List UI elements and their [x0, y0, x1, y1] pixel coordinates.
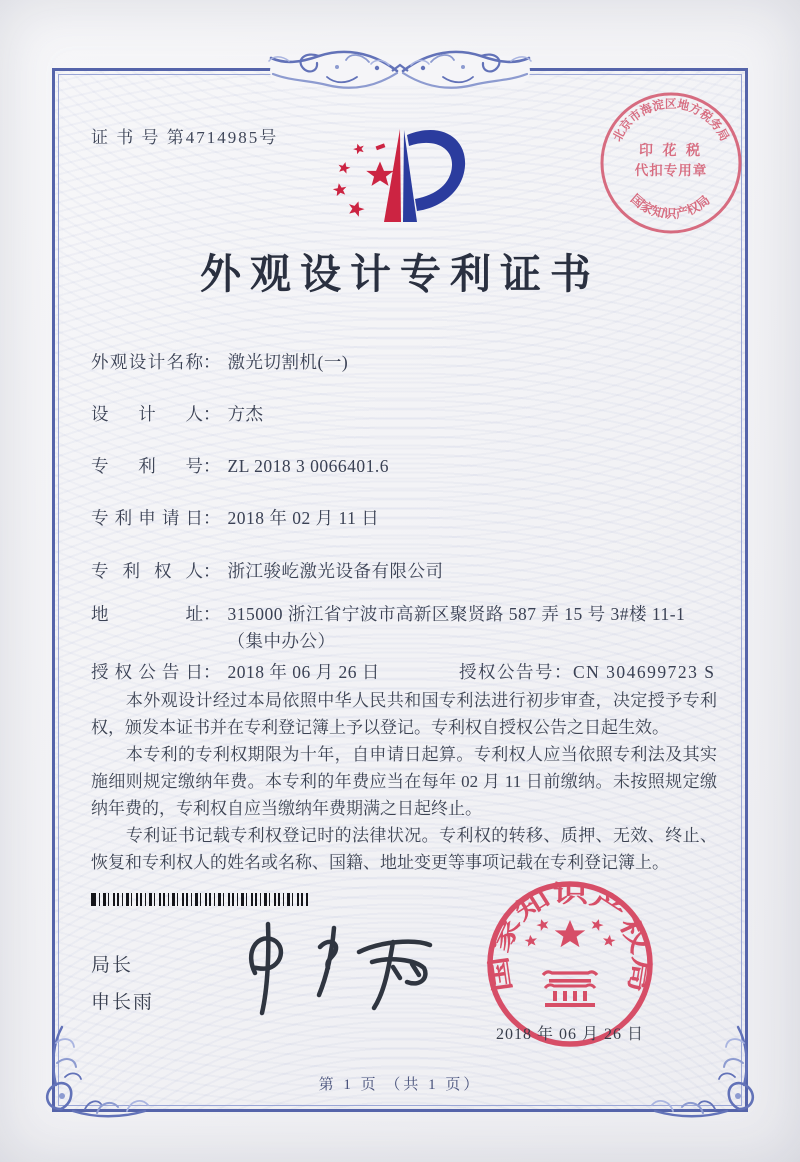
field-patent-number: [91, 453, 723, 480]
seal-national-emblem: [524, 917, 616, 1007]
tax-stamp-top-arc-text: 北京市海淀区地方税务局: [610, 96, 732, 144]
field-value: 方杰: [227, 404, 264, 424]
field-address: [91, 601, 723, 655]
certificate-number: 证 书 号 第4714985号: [91, 128, 279, 147]
decorative-frame: [52, 68, 748, 1112]
seal-arc-text: 国家知识产权局: [487, 881, 654, 994]
signer-block: [91, 947, 154, 1021]
field-colon: ：: [203, 508, 221, 528]
tax-stamp-line1: 印 花 税: [639, 144, 703, 159]
field-colon: ：: [203, 456, 221, 476]
field-colon: ：: [203, 404, 221, 424]
svg-text:北京市海淀区地方税务局: [610, 96, 732, 144]
seal-date: 2018 年 06 月 26 日: [495, 1026, 644, 1043]
logo-small-star: [332, 182, 348, 197]
tax-stamp-line2: 代扣专用章: [634, 163, 708, 178]
grant-date-value: 2018 年 06 月 26 日: [227, 662, 380, 682]
corner-flourish-ornament: [41, 1021, 169, 1123]
field-label: 地址: [91, 604, 203, 624]
page-title: 外观设计专利证书: [200, 251, 600, 297]
field-filing-date: [91, 505, 723, 532]
paragraph-3: 专利证书记载专利权登记时的法律状况。专利权的转移、质押、无效、终止、恢复和专利权人的姓名或名称、国籍、地址变更等事项记载在专利登记簿上。: [91, 826, 717, 872]
svg-text:国家知识产权局: [628, 192, 713, 221]
field-value: 浙江骏屹激光设备有限公司: [227, 561, 444, 581]
tax-stamp-bottom-arc-text: 国家知识产权局: [627, 191, 713, 222]
field-grant: [91, 659, 723, 686]
field-value: 激光切割机(一): [227, 352, 349, 372]
logo-small-star: [346, 199, 366, 218]
field-colon: ：: [203, 352, 221, 372]
logo-small-star: [352, 142, 366, 155]
field-colon: ：: [554, 662, 573, 682]
grant-number-label: 授权公告号: [459, 662, 554, 682]
logo-big-star: [366, 162, 394, 186]
top-flourish-ornament: [264, 40, 536, 100]
grant-number-value: CN 304699723 S: [573, 662, 716, 682]
paragraph-1: 本外观设计经过本局依照中华人民共和国专利法进行初步审查，决定授予专利权，颁发本证书并在专利登记簿上予以登记。专利权自授权公告之日起生效。: [91, 691, 717, 737]
field-colon: ：: [203, 604, 221, 624]
field-patentee: [91, 558, 723, 585]
page-number: 第 1 页 （共 1 页）: [318, 1077, 482, 1093]
cnipa-logo: [327, 113, 477, 237]
field-value: 2018 年 02 月 11 日: [227, 508, 380, 528]
field-label: 外观设计名称: [91, 352, 203, 372]
field-label: 设计人: [91, 404, 203, 424]
field-label: 专利权人: [91, 561, 203, 581]
logo-p-bowl: [407, 130, 465, 211]
field-colon: ：: [203, 662, 221, 682]
handwritten-signature: [223, 911, 463, 1026]
logo-accent-dash: [376, 143, 386, 150]
field-label: 专利号: [91, 456, 203, 476]
legal-text: [91, 687, 717, 876]
tax-stamp-seal: [595, 87, 747, 239]
logo-small-star: [337, 161, 352, 174]
field-label: 专利申请日: [91, 508, 203, 528]
field-colon: ：: [203, 561, 221, 581]
field-label: 授权公告日: [91, 662, 203, 682]
field-value: ZL 2018 3 0066401.6: [227, 456, 389, 476]
field-value: 315000 浙江省宁波市高新区聚贤路 587 弄 15 号 3#楼 11-1（集中办公）: [227, 604, 686, 651]
barcode: [91, 893, 308, 906]
field-design-name: [91, 349, 723, 376]
paragraph-2: 本专利的专利权期限为十年，自申请日起算。专利权人应当依照专利法及其实施细则规定缴纳年费。本专利的年费应当在每年 02 月 11 日前缴纳。未按照规定缴纳年费的，专利权自应当缴纳年费期满之日起终止。: [91, 745, 717, 818]
signer-name: 申长雨: [91, 992, 155, 1013]
grant-number: [459, 659, 716, 684]
signer-title: 局长: [91, 955, 134, 976]
field-designer: [91, 401, 723, 428]
